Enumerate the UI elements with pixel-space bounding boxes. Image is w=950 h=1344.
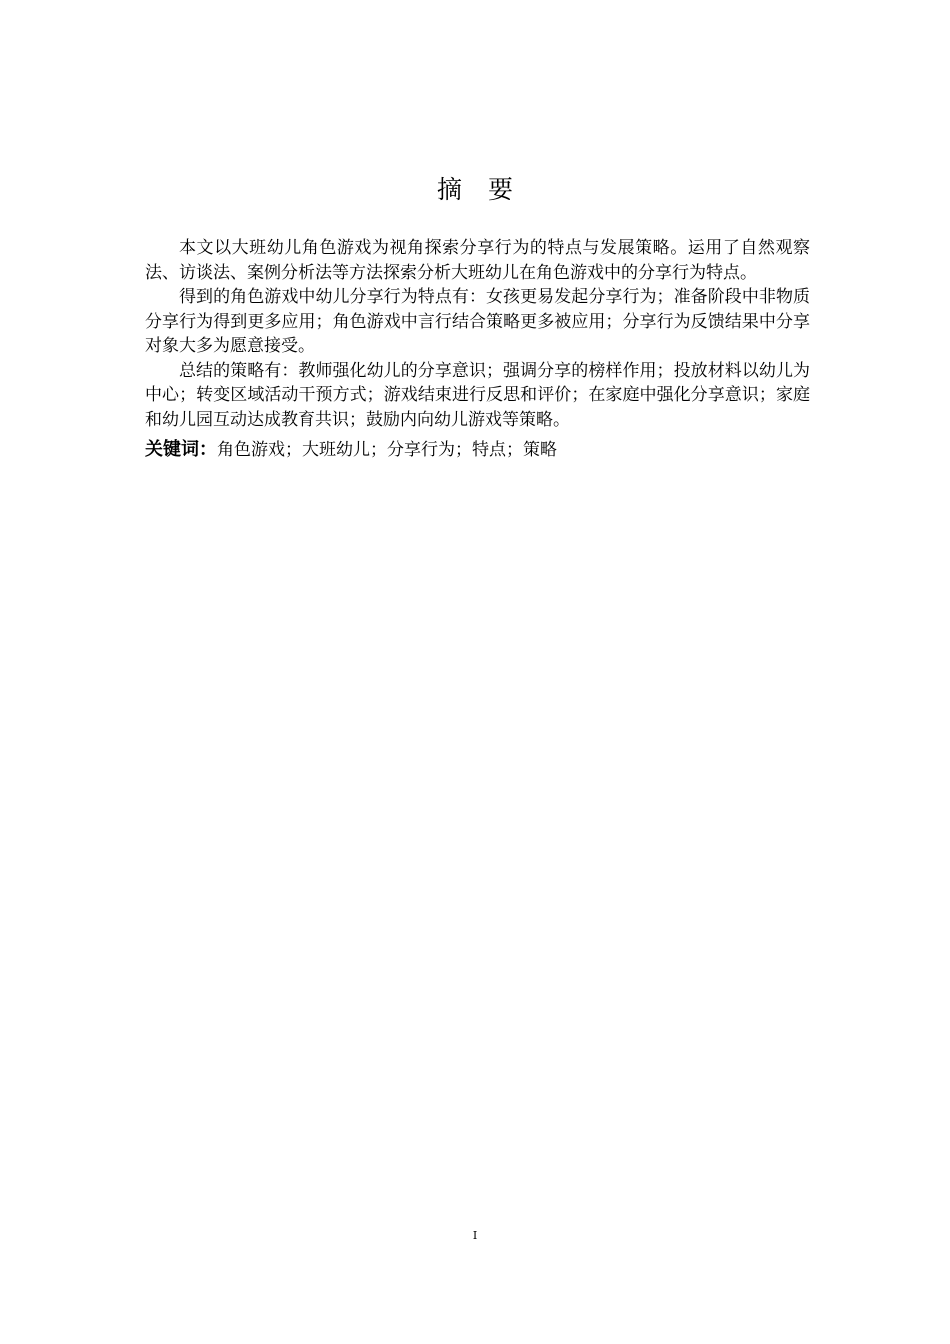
page-title: 摘要 — [436, 175, 539, 204]
keywords-line — [145, 438, 810, 463]
abstract-body — [145, 236, 810, 463]
keywords-text: 角色游戏；大班幼儿；分享行为；特点；策略 — [217, 440, 557, 460]
abstract-paragraph-2: 得到的角色游戏中幼儿分享行为特点有：女孩更易发起分享行为；准备阶段中非物质分享行为得到更多应用；角色游戏中言行结合策略更多被应用；分享行为反馈结果中分享对象大多为愿意接受。 — [145, 287, 810, 356]
page-number: I — [472, 1229, 478, 1242]
abstract-paragraph-3: 总结的策略有：教师强化幼儿的分享意识；强调分享的榜样作用；投放材料以幼儿为中心；转变区域活动干预方式；游戏结束进行反思和评价；在家庭中强化分享意识；家庭和幼儿园互动达成教育共识；鼓励内向幼儿游戏等策略。 — [145, 360, 810, 430]
abstract-paragraph-1: 本文以大班幼儿角色游戏为视角探索分享行为的特点与发展策略。运用了自然观察法、访谈法、案例分析法等方法探索分析大班幼儿在角色游戏中的分享行为特点。 — [145, 238, 810, 283]
keywords-label: 关键词： — [145, 439, 217, 460]
